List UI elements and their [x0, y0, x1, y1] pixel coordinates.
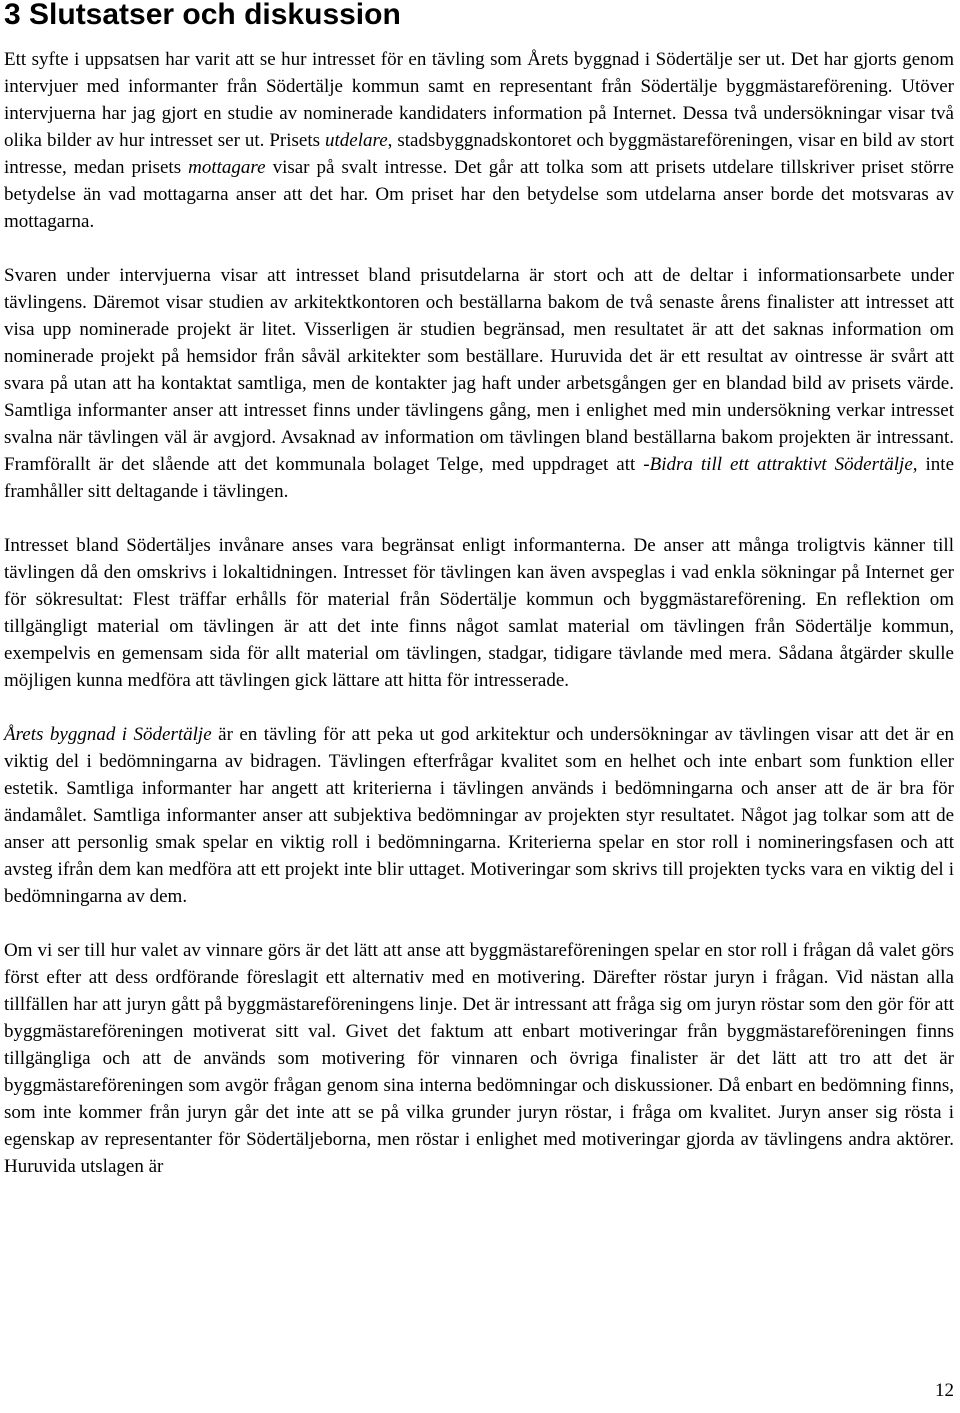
- paragraph-1-text-c: , stadsbyggnadskontoret och byggmästareföreningen, visar en bild av stort intresse, medan prisets: [4, 130, 954, 178]
- paragraph-1-emphasis-mottagare: mottagare: [188, 157, 266, 178]
- paragraph-4-text-b: är en tävling för att peka ut god arkitektur och undersökningar av tävlingen visar att det är en viktig del i bedömningarna av bidragen. Tävlingen efterfrågar kvalitet som en helhet och inte enbart som funktion eller estetik. Samtliga informanter har angett att kriterierna i tävlingen används i bedömningarna och anser att de är bra för ändamålet. Samtliga informanter anser att subjektiva bedömningar av projekten styr resultatet. Något jag tolkar som att de anser att personlig smak spelar en viktig roll i bedömningarna. Kriterierna spelar en stor roll i nomineringsfasen och att avsteg ifrån dem kan medföra att ett projekt inte blir uttaget. Motiveringar som skrivs till projekten tycks vara en viktig del i bedömningarna av dem.: [4, 724, 954, 907]
- paragraph-1-emphasis-utdelare: utdelare: [325, 130, 388, 151]
- section-heading: 3 Slutsatser och diskussion: [4, 0, 401, 31]
- paragraph-2-emphasis-slogan: Bidra till ett attraktivt Södertälje: [649, 454, 913, 475]
- document-page: [4, 0, 954, 1180]
- paragraph-2: [4, 262, 954, 505]
- paragraph-1: [4, 46, 954, 235]
- paragraph-4-emphasis-title: Årets byggnad i Södertälje: [4, 724, 212, 745]
- paragraph-2-text-c: , inte framhåller sitt deltagande i tävlingen.: [4, 454, 955, 502]
- paragraph-2-text-a: Svaren under intervjuerna visar att intresset bland prisutdelarna är stort och att de deltar i informationsarbete under tävlingens. Däremot visar studien av arkitektkontoren och beställarna bakom de två senaste årens finalister att intresset att visa upp nominerade projekt är litet. Visserligen är studien begränsad, men resultatet är att det saknas information om nominerade projekt på hemsidor från såväl arkitekter som beställare. Huruvida det är ett resultat av ointresse är svårt att svara på utan att ha kontaktat samtliga, men de kontakter jag haft under arbetsgången ger en blandad bild av prisets värde. Samtliga informanter anser att intresset finns under tävlingens gång, men i enlighet med min undersökning verkar intresset svalna när tävlingen väl är avgjord. Avsaknad av information om tävlingen bland beställarna bakom projekten är intressant. Framförallt är det slående att det kommunala bolaget Telge, med uppdraget att -: [4, 265, 954, 475]
- paragraph-1-text-a: Ett syfte i uppsatsen har varit att se hur intresset för en tävling som Årets byggnad i Södertälje ser ut. Det har gjorts genom intervjuer med informanter från Södertälje kommun samt en representant från Södertälje byggmästareförening. Utöver intervjuerna har jag gjort en studie av nominerade kandidaters information på Internet. Dessa två undersökningar visar två olika bilder av hur intresset ser ut. Prisets: [4, 49, 954, 151]
- paragraph-3: Intresset bland Södertäljes invånare anses vara begränsat enligt informanterna. De anser att många troligtvis känner till tävlingen då den omskrivs i lokaltidningen. Intresset för tävlingen kan även avspeglas i vad enkla sökningar på Internet ger för sökresultat: Flest träffar erhålls för material från Södertälje kommun och byggmästareförening. En reflektion om tillgängligt material om tävlingen är att det inte finns något samlat material om tävlingen från Södertälje kommun, exempelvis en gemensam sida för allt material om tävlingen, stadgar, tidigare tävlande med mera. Sådana åtgärder skulle möjligen kunna medföra att tävlingen gick lättare att hitta för intresserade.: [4, 535, 954, 691]
- paragraph-1-text-e: visar på svalt intresse. Det går att tolka som att prisets utdelare tillskriver priset större betydelse än vad mottagarna anser att det har. Om priset har den betydelse som utdelarna anser borde det motsvaras av mottagarna.: [4, 157, 954, 232]
- page-number: 12: [935, 1380, 954, 1401]
- paragraph-4: [4, 721, 954, 910]
- paragraph-5: Om vi ser till hur valet av vinnare görs är det lätt att anse att byggmästareföreningen spelar en stor roll i frågan då valet görs först efter att dess ordförande föreslagit ett alternativ med en motivering. Därefter röstar juryn i frågan. Vid nästan alla tillfällen har att juryn gått på byggmästareföreningens linje. Det är intressant att fråga sig om juryn röstar som den gör för att byggmästareföreningen motiverat sitt val. Givet det faktum att enbart motiveringar från byggmästareföreningen finns tillgängliga och att de används som motivering för vinnaren och övriga finalister är det lätt att tro att det är byggmästareföreningen som avgör frågan genom sina interna bedömningar och diskussioner. Då enbart en bedömning finns, som inte kommer från juryn går det inte att se på vilka grunder juryn röstar, i fråga om kvalitet. Juryn anser sig rösta i egenskap av representanter för Södertäljeborna, men röstar i enlighet med motiveringar gjorda av tävlingens andra aktörer. Huruvida utslagen är: [4, 940, 954, 1177]
